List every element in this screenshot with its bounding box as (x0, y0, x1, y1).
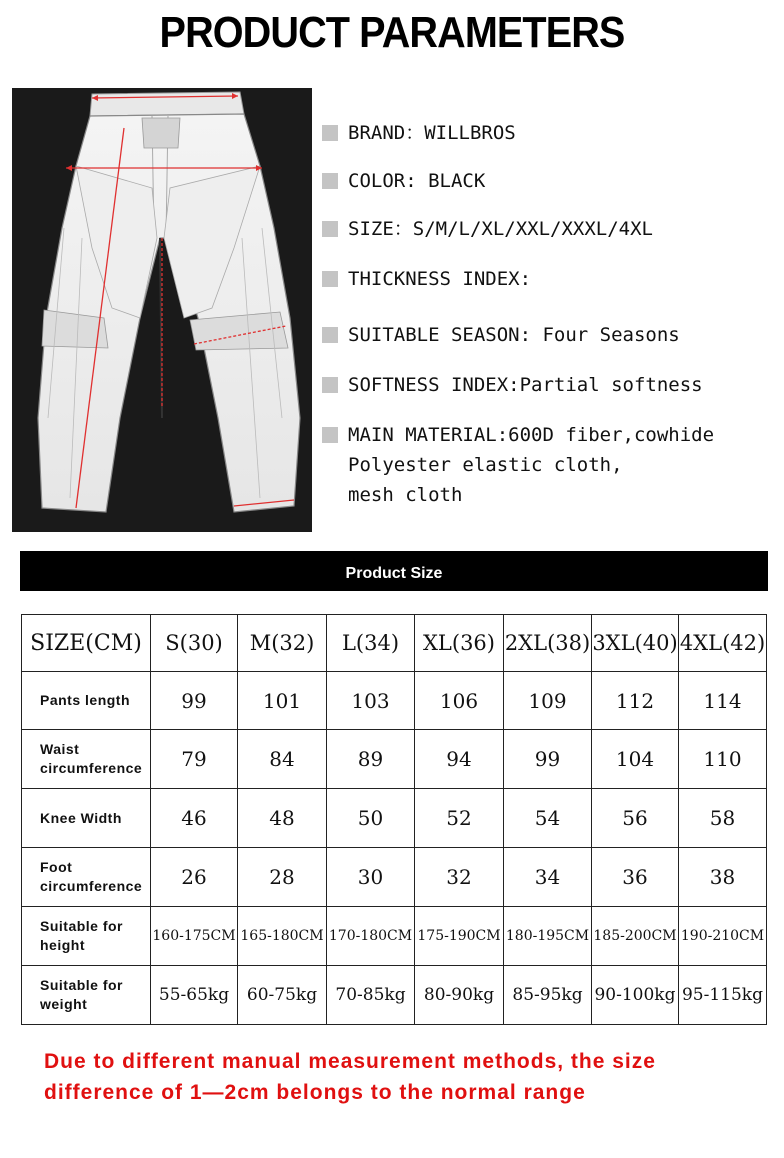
spec-line: SOFTNESS INDEX:Partial softness (348, 374, 703, 396)
size-value-cell: 95-115kg (679, 966, 767, 1025)
note-line: difference of 1—2cm belongs to the normal range (44, 1081, 586, 1104)
product-size-banner: Product Size (20, 551, 768, 591)
size-value-cell: 99 (151, 672, 238, 730)
spec-line: MAIN MATERIAL:600D fiber,cowhide (348, 424, 715, 446)
row-label-line: Foot (40, 859, 73, 875)
note-line: Due to different manual measurement methods, the size (44, 1050, 656, 1073)
row-label-line: Suitable for (40, 977, 124, 993)
size-value-cell: 34 (504, 848, 592, 907)
size-header-cell: M(32) (238, 615, 327, 672)
bullet-square-icon (322, 125, 338, 141)
size-value-cell: 28 (238, 848, 327, 907)
size-header-cell: 4XL(42) (679, 615, 767, 672)
row-label (22, 730, 151, 789)
row-label-line: Knee Width (40, 809, 122, 826)
table-row (22, 730, 767, 789)
spec-line: THICKNESS INDEX: (348, 268, 532, 290)
spec-text (348, 118, 516, 148)
size-value-cell: 50 (327, 789, 415, 848)
row-label-line: circumference (40, 878, 143, 894)
table-row (22, 789, 767, 848)
row-label (22, 966, 151, 1025)
size-value-cell: 54 (504, 789, 592, 848)
row-label (22, 672, 151, 730)
size-value-cell: 165-180CM (238, 907, 327, 966)
spec-line: Polyester elastic cloth, (348, 454, 623, 476)
size-value-cell: 106 (415, 672, 504, 730)
size-value-cell: 58 (679, 789, 767, 848)
row-label-line: Suitable for (40, 918, 124, 934)
size-value-cell: 160-175CM (151, 907, 238, 966)
table-row (22, 907, 767, 966)
size-value-cell: 101 (238, 672, 327, 730)
size-header-cell: L(34) (327, 615, 415, 672)
row-label-line: circumference (40, 760, 143, 776)
size-value-cell: 46 (151, 789, 238, 848)
size-value-cell: 114 (679, 672, 767, 730)
row-label (22, 789, 151, 848)
size-value-cell: 109 (504, 672, 592, 730)
bullet-square-icon (322, 271, 338, 287)
page-title: PRODUCT PARAMETERS (159, 8, 625, 57)
size-value-cell: 180-195CM (504, 907, 592, 966)
spec-text (348, 320, 680, 350)
row-label-line: weight (40, 996, 88, 1012)
spec-text (348, 264, 531, 294)
spec-text (348, 420, 714, 510)
size-value-cell: 38 (679, 848, 767, 907)
size-value-cell: 52 (415, 789, 504, 848)
size-header-cell: 3XL(40) (592, 615, 679, 672)
row-label-line: height (40, 937, 85, 953)
row-label (22, 907, 151, 966)
spec-line: SIZE：S/M/L/XL/XXL/XXXL/4XL (348, 218, 653, 240)
size-value-cell: 94 (415, 730, 504, 789)
size-value-cell: 170-180CM (327, 907, 415, 966)
size-value-cell: 79 (151, 730, 238, 789)
bullet-square-icon (322, 221, 338, 237)
table-row (22, 672, 767, 730)
size-value-cell: 175-190CM (415, 907, 504, 966)
size-table (21, 614, 767, 1025)
spec-line: BRAND：WILLBROS (348, 122, 516, 144)
row-label (22, 848, 151, 907)
size-value-cell: 85-95kg (504, 966, 592, 1025)
size-value-cell: 185-200CM (592, 907, 679, 966)
size-value-cell: 110 (679, 730, 767, 789)
size-header-label: SIZE(CM) (22, 615, 151, 672)
spec-line: COLOR: BLACK (348, 170, 486, 192)
pants-diagram (12, 88, 312, 532)
size-value-cell: 32 (415, 848, 504, 907)
size-value-cell: 104 (592, 730, 679, 789)
size-value-cell: 89 (327, 730, 415, 789)
pants-illustration (12, 88, 312, 532)
table-row (22, 848, 767, 907)
size-header-cell: 2XL(38) (504, 615, 592, 672)
measurement-note (44, 1046, 764, 1108)
size-value-cell: 99 (504, 730, 592, 789)
row-label-line: Waist (40, 741, 80, 757)
bullet-square-icon (322, 377, 338, 393)
row-label-line: Pants length (40, 692, 131, 708)
size-value-cell: 80-90kg (415, 966, 504, 1025)
size-value-cell: 103 (327, 672, 415, 730)
spec-text (348, 370, 703, 400)
table-row (22, 966, 767, 1025)
size-value-cell: 70-85kg (327, 966, 415, 1025)
size-value-cell: 190-210CM (679, 907, 767, 966)
size-value-cell: 90-100kg (592, 966, 679, 1025)
size-value-cell: 26 (151, 848, 238, 907)
size-value-cell: 56 (592, 789, 679, 848)
spec-line: SUITABLE SEASON: Four Seasons (348, 324, 680, 346)
bullet-square-icon (322, 173, 338, 189)
size-value-cell: 30 (327, 848, 415, 907)
size-value-cell: 112 (592, 672, 679, 730)
bullet-square-icon (322, 427, 338, 443)
size-value-cell: 55-65kg (151, 966, 238, 1025)
size-table-header-row (22, 615, 767, 672)
spec-text (348, 166, 485, 196)
spec-text (348, 214, 653, 244)
size-header-cell: XL(36) (415, 615, 504, 672)
size-value-cell: 84 (238, 730, 327, 789)
size-header-cell: S(30) (151, 615, 238, 672)
size-value-cell: 48 (238, 789, 327, 848)
bullet-square-icon (322, 327, 338, 343)
spec-line: mesh cloth (348, 484, 463, 506)
size-value-cell: 60-75kg (238, 966, 327, 1025)
size-value-cell: 36 (592, 848, 679, 907)
